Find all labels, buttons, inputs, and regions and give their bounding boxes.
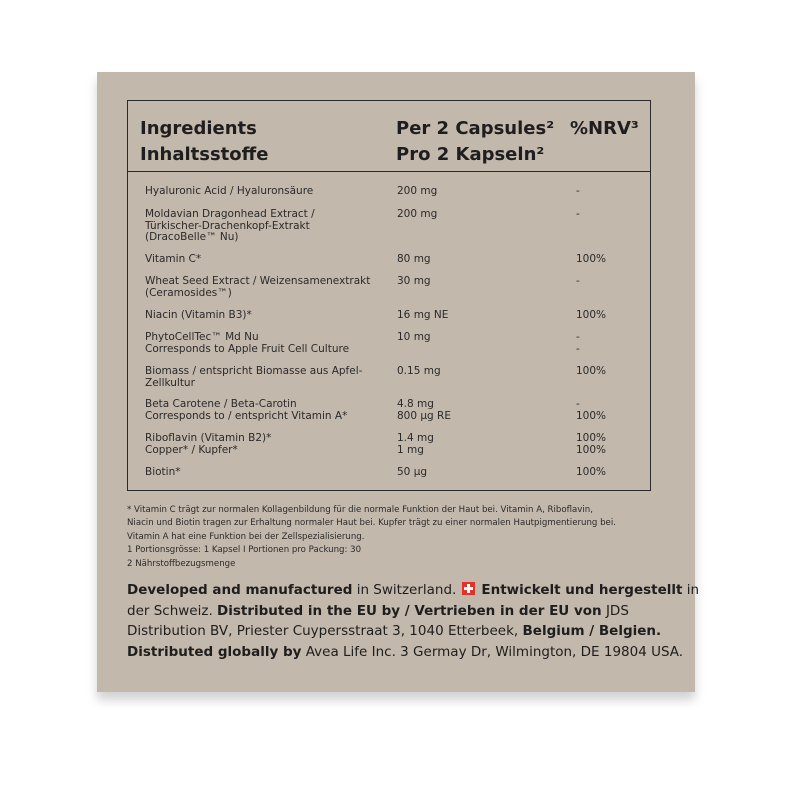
ingredient-name: Biotin* [145,466,181,478]
ingredient-name: Hyaluronic Acid / Hyaluronsäure [145,185,314,197]
supplement-label [97,72,700,692]
ingredient-amount: 1.4 mg 1 mg [397,432,434,456]
ingredient-amount: 200 mg [397,208,438,220]
ingredient-name: Wheat Seed Extract / Weizensamenextrakt (Ceramosides™) [145,275,371,299]
ingredient-nrv: 100% [576,365,607,377]
ingredient-name: Vitamin C* [145,253,202,265]
ingredient-amount: 10 mg [397,331,431,343]
footnotes [127,504,667,571]
ingredient-nrv: - 100% [576,398,607,422]
ingredient-amount: 200 mg [397,185,438,197]
ingredient-name: Riboflavin (Vitamin B2)* Copper* / Kupfer* [145,432,272,456]
ingredient-amount: 16 mg NE [397,309,449,321]
ingredient-nrv: - [576,275,580,287]
footnote-line: Niacin und Biotin tragen zur Erhaltung normaler Haut bei. Kupfer trägt zu einer normalen Hautpigmentierung bei. [127,518,616,529]
footnote-line: Vitamin A hat eine Funktion bei der Zellspezialisierung. [127,531,365,542]
ingredient-nrv: - - [576,331,580,355]
ingredients-heading: Ingredients Inhaltsstoffe [140,118,269,165]
ingredient-name: Moldavian Dragonhead Extract / Türkischer-Drachenkopf-Extrakt (DracoBelle™ Nu) [145,208,315,243]
footnote-line: 1 Portionsgrösse: 1 Kapsel I Portionen pro Packung: 30 [127,545,362,556]
ingredient-amount: 30 mg [397,275,431,287]
table-header [128,101,650,172]
ingredient-name: Beta Carotene / Beta-Carotin Corresponds to / entspricht Vitamin A* [145,398,348,422]
swiss-flag-icon [462,582,475,595]
ingredient-amount: 4.8 mg 800 µg RE [397,398,451,422]
ingredient-name: Niacin (Vitamin B3)* [145,309,252,321]
ingredient-nrv: 100% [576,466,607,478]
nrv-heading: %NRV³ [570,118,639,139]
ingredient-name: Biomass / entspricht Biomasse aus Apfel- Zellkultur [145,365,363,389]
ingredients-table [127,100,651,491]
manufacturing-info: Developed and manufactured in Switzerland. Entwickelt und hergestellt in der Schweiz. Distributed in the EU by / Vertrieben in der EU von JDS Distribution BV, Priester Cuypersstraat 3, 1040 Etterbeek, Belgium / Belgien. Distributed globally by Avea Life Inc. 3 Germay Dr, Wilmington, DE 19804 USA. [127,582,700,660]
ingredient-amount: 0.15 mg [397,365,441,377]
per-capsules-heading: Per 2 Capsules² Pro 2 Kapseln² [396,118,555,165]
ingredient-nrv: 100% [576,309,607,321]
ingredient-nrv: - [576,208,580,220]
ingredient-amount: 80 mg [397,253,431,265]
ingredient-amount: 50 µg [397,466,428,478]
ingredient-nrv: 100% [576,253,607,265]
ingredient-name: PhytoCellTec™ Md Nu Corresponds to Apple Fruit Cell Culture [145,331,350,355]
ingredient-nrv: - [576,185,580,197]
ingredient-nrv: 100% 100% [576,432,607,456]
footnote-line: 2 Nährstoffbezugsmenge [127,558,236,569]
footnote-line: * Vitamin C trägt zur normalen Kollagenbildung für die normale Funktion der Haut bei. Vitamin A, Riboflavin, [127,505,593,515]
